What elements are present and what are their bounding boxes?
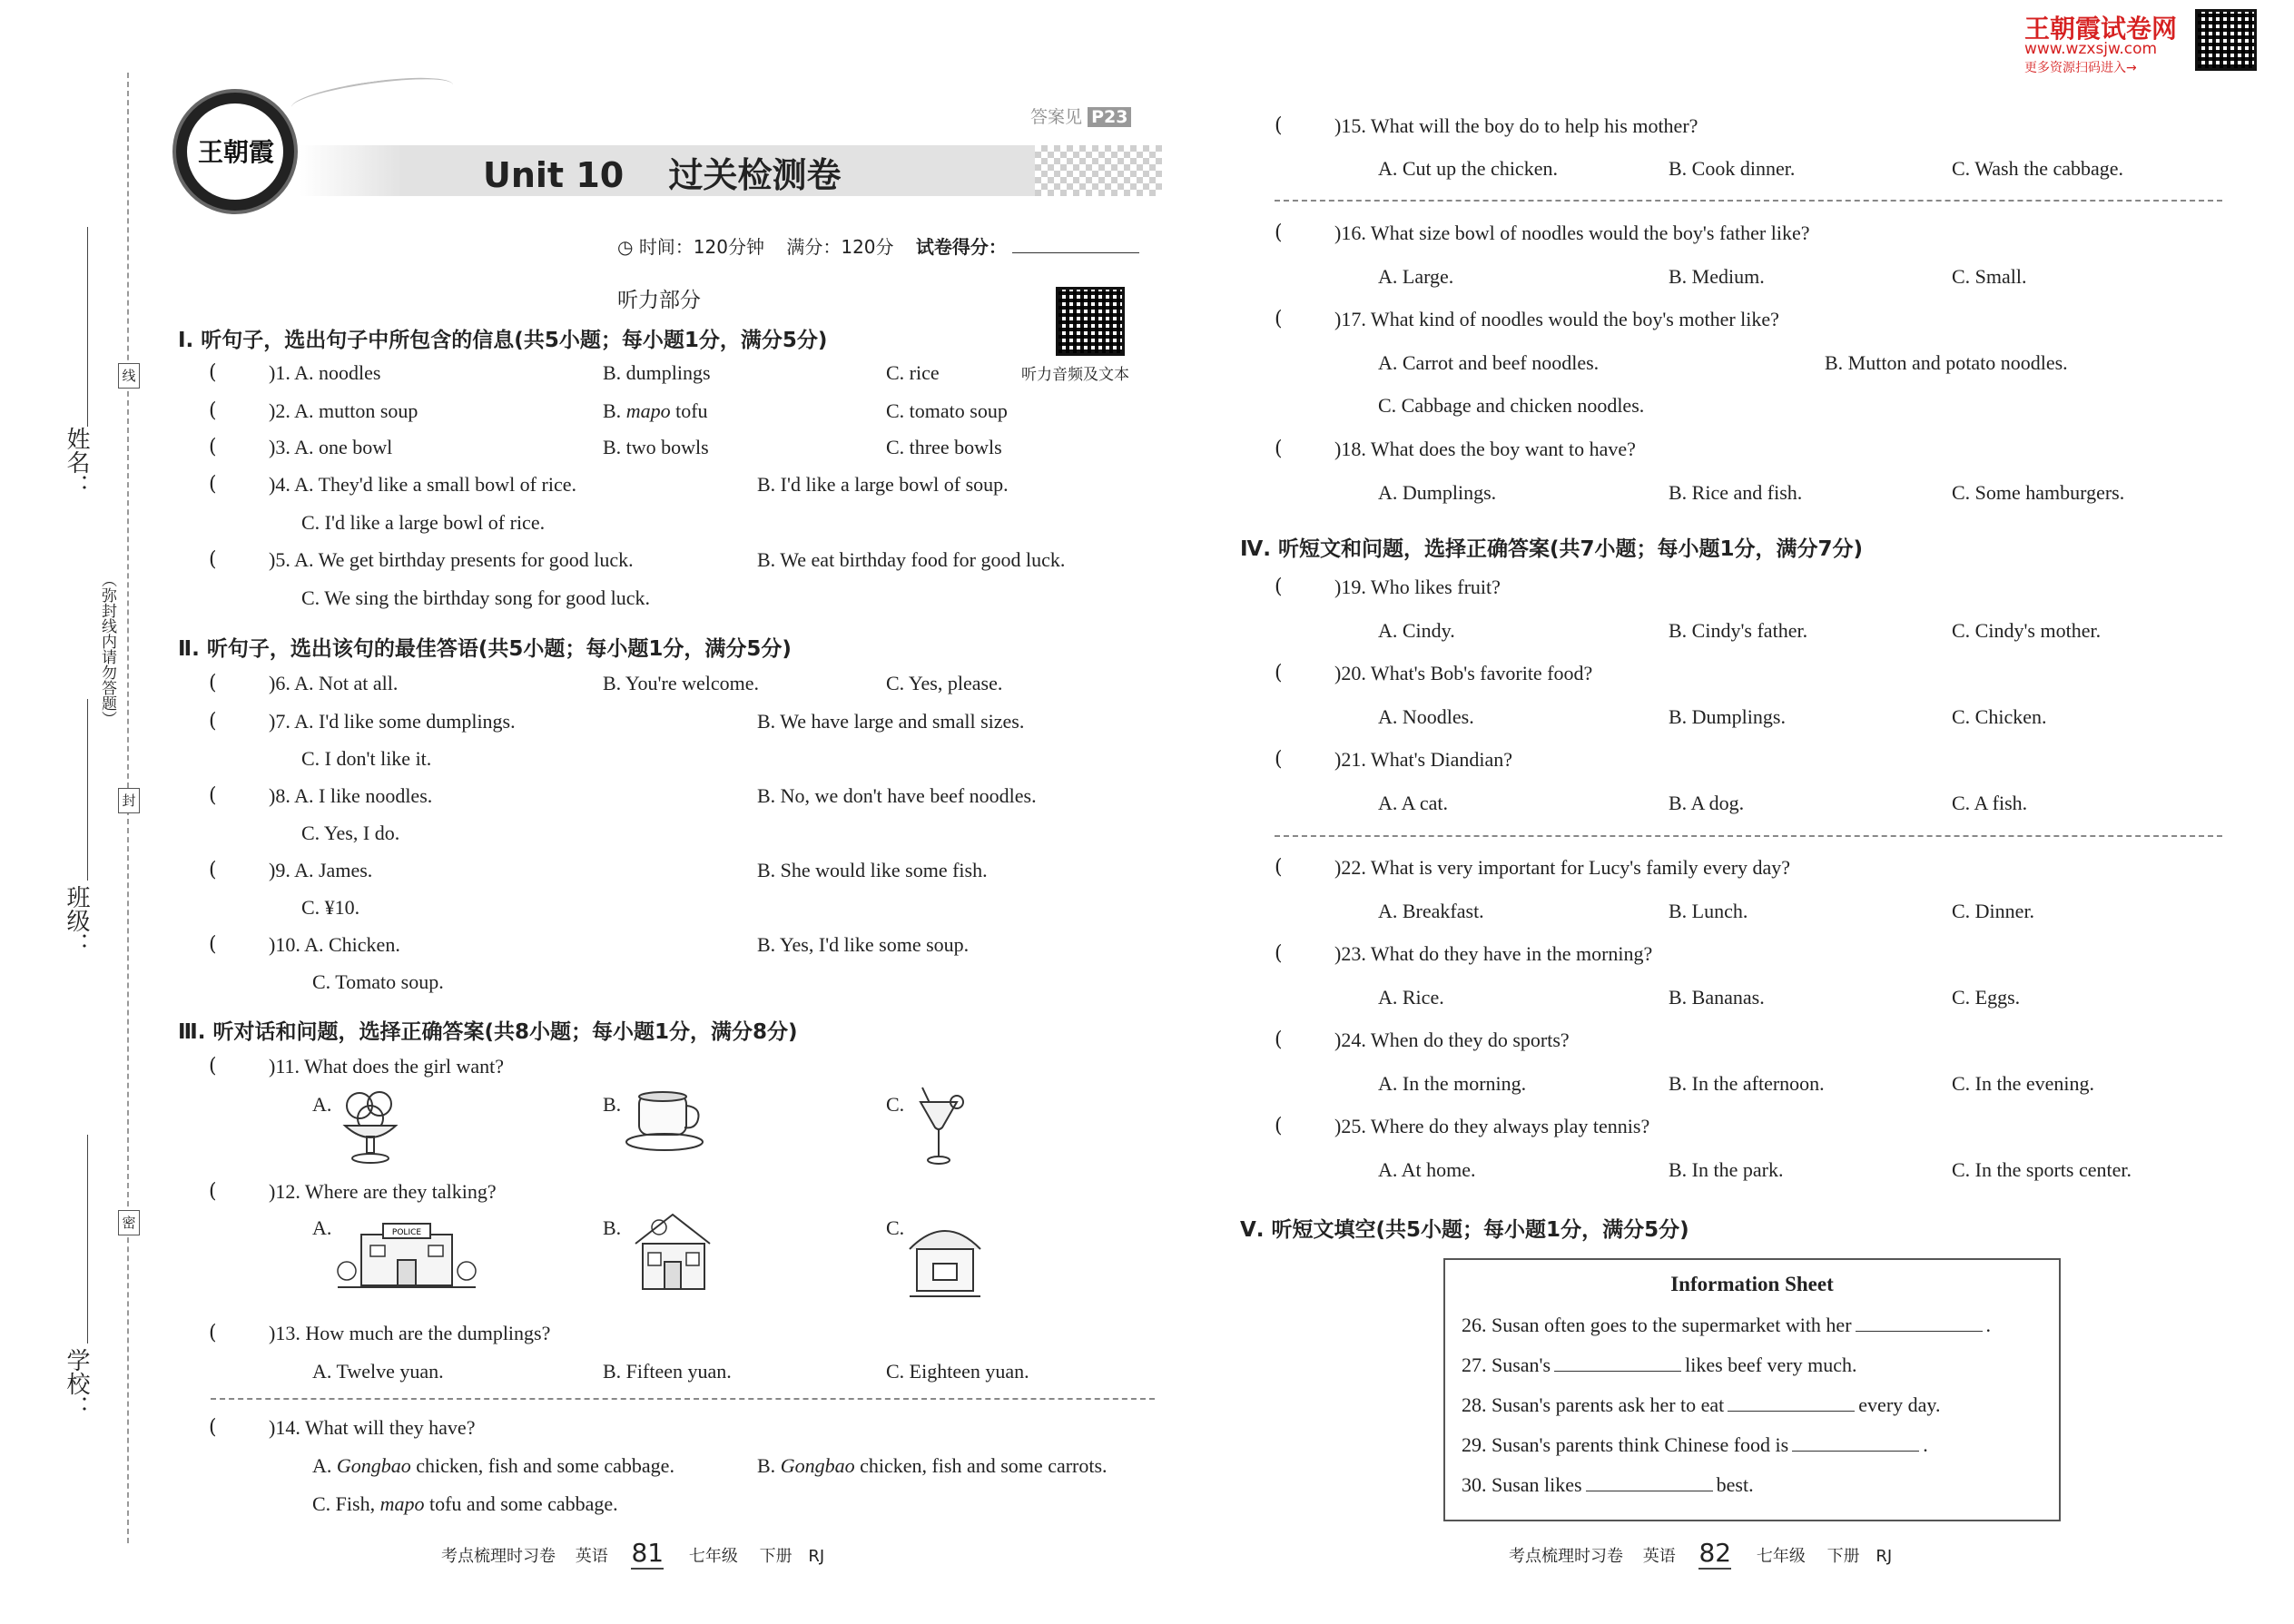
school-underline — [87, 1135, 88, 1343]
q20-stem: )20. What's Bob's favorite food? — [1334, 662, 1593, 684]
q14-stem: )14. What will they have? — [269, 1416, 476, 1439]
q22-option-c[interactable]: C. Dinner. — [1952, 900, 2035, 922]
info-28-text: 28. Susan's parents ask her to eat — [1462, 1393, 1725, 1416]
q8-option-b[interactable]: B. No, we don't have beef noodles. — [757, 784, 1037, 807]
logo-badge — [172, 89, 298, 214]
qr-code-brand[interactable] — [2195, 9, 2257, 71]
q1-option-c[interactable]: C. rice — [886, 361, 940, 384]
answer-paren[interactable]: ( — [1275, 576, 1283, 598]
q25-stem: )25. Where do they always play tennis? — [1334, 1115, 1650, 1137]
dialogue-divider — [1275, 200, 2222, 202]
section-5-title: Ⅴ. 听短文填空(共5小题；每小题1分，满分5分) — [1240, 1218, 1689, 1242]
q2-b-post: tofu — [670, 399, 708, 422]
q10-stem: )10. A. Chicken. — [269, 933, 400, 956]
q14-option-b[interactable] — [757, 1454, 1108, 1478]
answer-blank-30[interactable] — [1586, 1472, 1713, 1491]
section-2-title: Ⅱ. 听句子，选出该句的最佳答语(共5小题；每小题1分，满分5分) — [178, 637, 792, 661]
answer-blank-29[interactable] — [1792, 1432, 1919, 1452]
q16-option-a[interactable]: A. Large. — [1378, 265, 1454, 288]
answer-paren[interactable]: ( — [1275, 942, 1283, 965]
info-line-28 — [1462, 1393, 1941, 1417]
restaurant-image — [623, 1207, 723, 1298]
q24-option-b[interactable]: B. In the afternoon. — [1669, 1072, 1825, 1095]
unit-title-en: Unit 10 — [483, 155, 625, 195]
ice-cream-image — [334, 1086, 407, 1167]
brand-tagline: 更多资源扫码进入→ — [2024, 61, 2137, 75]
q10-option-b[interactable]: B. Yes, I'd like some soup. — [757, 933, 970, 956]
answer-paren[interactable]: ( — [209, 361, 217, 384]
answer-paren[interactable]: ( — [209, 933, 217, 956]
q11-option-c[interactable]: C. — [886, 1093, 905, 1116]
footer-edition: RJ — [808, 1547, 825, 1566]
right-footer — [1509, 1538, 1892, 1568]
unit-title — [483, 147, 841, 197]
q11-option-a[interactable]: A. — [312, 1093, 332, 1116]
answer-ref-label: 答案见 — [1030, 107, 1083, 127]
q12-option-a[interactable]: A. — [312, 1216, 332, 1239]
banner-checker — [1035, 145, 1162, 196]
school-label: 学校： — [63, 1348, 90, 1419]
q13-option-c[interactable]: C. Eighteen yuan. — [886, 1360, 1029, 1383]
answer-paren[interactable]: ( — [209, 1180, 217, 1203]
answer-paren[interactable]: ( — [209, 710, 217, 733]
unit-title-cn: 过关检测卷 — [668, 155, 842, 195]
name-label: 姓名： — [63, 427, 90, 497]
q5-option-c[interactable]: C. We sing the birthday song for good luck. — [301, 586, 651, 609]
q6-option-c[interactable]: C. Yes, please. — [886, 672, 1003, 694]
q14-b-post: chicken, fish and some carrots. — [854, 1454, 1108, 1477]
passage-divider — [1275, 835, 2222, 837]
q14-option-c[interactable] — [312, 1492, 618, 1516]
info-line-30 — [1462, 1472, 1754, 1497]
class-label: 班级： — [63, 885, 90, 956]
juice-glass-image — [908, 1086, 971, 1167]
q25-option-b[interactable]: B. In the park. — [1669, 1158, 1784, 1181]
info-30-end: best. — [1716, 1473, 1754, 1496]
q18-option-a[interactable]: A. Dumplings. — [1378, 481, 1497, 504]
information-sheet — [1443, 1258, 2061, 1521]
dialogue-divider — [211, 1398, 1155, 1400]
exam-info — [617, 232, 1139, 259]
answer-paren[interactable]: ( — [1275, 308, 1283, 330]
answer-paren[interactable]: ( — [1275, 114, 1283, 137]
q2-b-pre: B. — [603, 399, 626, 422]
footer-subject: 英语 — [575, 1547, 608, 1566]
footer-term: 下册 — [1826, 1547, 1860, 1566]
police-station-image — [334, 1215, 479, 1296]
brand-name[interactable]: 王朝霞试卷网 — [2024, 14, 2178, 44]
answer-paren[interactable]: ( — [209, 473, 217, 496]
q11-option-b[interactable]: B. — [603, 1093, 622, 1116]
q13-option-a[interactable]: A. Twelve yuan. — [312, 1360, 444, 1383]
q14-a-italic: Gongbao — [336, 1454, 411, 1477]
section-3-title: Ⅲ. 听对话和问题，选择正确答案(共8小题；每小题1分，满分8分) — [178, 1020, 798, 1044]
answer-paren[interactable]: ( — [1275, 856, 1283, 879]
q24-option-c[interactable]: C. In the evening. — [1952, 1072, 2095, 1095]
answer-paren[interactable]: ( — [209, 436, 217, 458]
q17-option-c[interactable]: C. Cabbage and chicken noodles. — [1378, 394, 1645, 417]
answer-paren[interactable]: ( — [1275, 1115, 1283, 1137]
q15-option-b[interactable]: B. Cook dinner. — [1669, 157, 1796, 180]
q23-option-b[interactable]: B. Bananas. — [1669, 986, 1765, 1009]
q14-b-pre: B. — [757, 1454, 781, 1477]
answer-paren[interactable]: ( — [209, 859, 217, 881]
tea-cup-image — [623, 1086, 714, 1158]
q16-stem: )16. What size bowl of noodles would the boy's father like? — [1334, 221, 1810, 244]
info-26-text: 26. Susan often goes to the supermarket with her — [1462, 1314, 1852, 1336]
listening-title: 听力部分 — [617, 289, 701, 312]
info-27-end: likes beef very much. — [1685, 1353, 1857, 1376]
section-4-title: Ⅳ. 听短文和问题，选择正确答案(共7小题；每小题1分，满分7分) — [1240, 537, 1864, 561]
answer-paren[interactable]: ( — [1275, 438, 1283, 460]
answer-paren[interactable]: ( — [209, 1416, 217, 1439]
q13-option-b[interactable]: B. Fifteen yuan. — [603, 1360, 732, 1383]
answer-paren[interactable]: ( — [209, 399, 217, 422]
answer-paren[interactable]: ( — [1275, 748, 1283, 771]
clock-icon: ◷ — [617, 236, 634, 258]
q15-option-c[interactable]: C. Wash the cabbage. — [1952, 157, 2124, 180]
q17-option-b[interactable]: B. Mutton and potato noodles. — [1825, 351, 2068, 374]
q21-option-c[interactable]: C. A fish. — [1952, 792, 2028, 814]
q9-option-b[interactable]: B. She would like some fish. — [757, 859, 988, 881]
info-29-text: 29. Susan's parents think Chinese food is — [1462, 1433, 1789, 1456]
q6-stem: )6. A. Not at all. — [269, 672, 399, 694]
q2-b-italic: mapo — [625, 399, 671, 422]
name-underline — [87, 227, 88, 427]
info-26-end: . — [1985, 1314, 1992, 1336]
section-1-title: Ⅰ. 听句子，选出句子中所包含的信息(共5小题；每小题1分，满分5分) — [178, 329, 828, 352]
footer-term: 下册 — [759, 1547, 793, 1566]
q2-option-c[interactable]: C. tomato soup — [886, 399, 1008, 422]
q12-option-b[interactable]: B. — [603, 1216, 622, 1239]
q14-a-pre: A. — [312, 1454, 337, 1477]
answer-paren[interactable]: ( — [209, 548, 217, 571]
time-label: 时间：120分钟 — [638, 236, 764, 258]
q6-option-b[interactable]: B. You're welcome. — [603, 672, 760, 694]
q3-option-c[interactable]: C. three bowls — [886, 436, 1002, 458]
q23-option-a[interactable]: A. Rice. — [1378, 986, 1444, 1009]
q7-stem: )7. A. I'd like some dumplings. — [269, 710, 516, 733]
q22-option-b[interactable]: B. Lunch. — [1669, 900, 1748, 922]
q16-option-b[interactable]: B. Medium. — [1669, 265, 1765, 288]
q23-stem: )23. What do they have in the morning? — [1334, 942, 1653, 965]
q14-c-post: tofu and some cabbage. — [424, 1492, 618, 1515]
qr-code-audio[interactable] — [1056, 287, 1125, 356]
q8-stem: )8. A. I like noodles. — [269, 784, 433, 807]
q1-option-b[interactable]: B. dumplings — [603, 361, 711, 384]
answer-paren[interactable]: ( — [209, 1322, 217, 1344]
q1-stem: )1. A. noodles — [269, 361, 381, 384]
info-line-26 — [1462, 1313, 1991, 1337]
q8-option-c[interactable]: C. Yes, I do. — [301, 822, 400, 844]
seal-mark-line: 线 — [118, 363, 140, 389]
seal-mark-secret: 密 — [118, 1210, 140, 1235]
q12-stem: )12. Where are they talking? — [269, 1180, 497, 1203]
footer-edition: RJ — [1876, 1547, 1893, 1566]
answer-paren[interactable]: ( — [1275, 662, 1283, 684]
q21-stem: )21. What's Diandian? — [1334, 748, 1513, 771]
q14-option-a[interactable] — [312, 1454, 674, 1478]
q4-option-c[interactable]: C. I'd like a large bowl of rice. — [301, 511, 546, 534]
answer-blank-26[interactable] — [1856, 1313, 1983, 1332]
q24-option-a[interactable]: A. In the morning. — [1378, 1072, 1527, 1095]
answer-reference — [1030, 103, 1131, 128]
q3-stem: )3. A. one bowl — [269, 436, 393, 458]
q16-option-c[interactable]: C. Small. — [1952, 265, 2027, 288]
q17-stem: )17. What kind of noodles would the boy's mother like? — [1334, 308, 1779, 330]
q9-stem: )9. A. James. — [269, 859, 373, 881]
footer-grade: 七年级 — [1756, 1547, 1806, 1566]
class-underline — [87, 699, 88, 881]
q21-option-a[interactable]: A. A cat. — [1378, 792, 1448, 814]
q7-option-b[interactable]: B. We have large and small sizes. — [757, 710, 1025, 733]
footer-page-number: 82 — [1698, 1538, 1732, 1568]
q25-option-a[interactable]: A. At home. — [1378, 1158, 1476, 1181]
police-sign: POLICE — [391, 1228, 422, 1237]
answer-paren[interactable]: ( — [209, 1055, 217, 1078]
footer-series: 考点梳理时习卷 — [1509, 1547, 1623, 1566]
seal-mark-seal: 封 — [118, 788, 140, 813]
paper-score-blank[interactable] — [1012, 236, 1139, 253]
q10-option-c[interactable]: C. Tomato soup. — [312, 970, 444, 993]
answer-blank-27[interactable] — [1554, 1353, 1681, 1372]
q22-stem: )22. What is very important for Lucy's family every day? — [1334, 856, 1791, 879]
info-sheet-title: Information Sheet — [1670, 1273, 1834, 1295]
q4-stem: )4. A. They'd like a small bowl of rice. — [269, 473, 576, 496]
answer-paren[interactable]: ( — [209, 672, 217, 694]
q11-stem: )11. What does the girl want? — [269, 1055, 505, 1078]
q9-option-c[interactable]: C. ¥10. — [301, 896, 360, 919]
q20-option-a[interactable]: A. Noodles. — [1378, 705, 1474, 728]
q7-option-c[interactable]: C. I don't like it. — [301, 747, 432, 770]
q24-stem: )24. When do they do sports? — [1334, 1029, 1570, 1051]
q20-option-c[interactable]: C. Chicken. — [1952, 705, 2047, 728]
info-line-29 — [1462, 1432, 1928, 1457]
q18-stem: )18. What does the boy want to have? — [1334, 438, 1636, 460]
qr-caption: 听力音频及文本 — [1021, 366, 1129, 384]
farmhouse-image — [904, 1213, 986, 1304]
q5-option-b[interactable]: B. We eat birthday food for good luck. — [757, 548, 1066, 571]
brand-url[interactable]: www.wzxsjw.com — [2024, 40, 2158, 58]
footer-page-number: 81 — [631, 1538, 665, 1568]
answer-blank-28[interactable] — [1728, 1393, 1855, 1412]
q19-option-b[interactable]: B. Cindy's father. — [1669, 619, 1808, 642]
q15-option-a[interactable]: A. Cut up the chicken. — [1378, 157, 1558, 180]
q14-c-pre: C. Fish, — [312, 1492, 380, 1515]
q4-option-b[interactable]: B. I'd like a large bowl of soup. — [757, 473, 1009, 496]
footer-subject: 英语 — [1642, 1547, 1676, 1566]
q14-b-italic: Gongbao — [780, 1454, 855, 1477]
q21-option-b[interactable]: B. A dog. — [1669, 792, 1745, 814]
q14-a-post: chicken, fish and some cabbage. — [410, 1454, 674, 1477]
info-27-text: 27. Susan's — [1462, 1353, 1551, 1376]
score-label: 满分：120分 — [786, 236, 894, 258]
q19-stem: )19. Who likes fruit? — [1334, 576, 1501, 598]
info-29-end: . — [1923, 1433, 1928, 1456]
footer-series: 考点梳理时习卷 — [441, 1547, 556, 1566]
answer-paren[interactable]: ( — [1275, 221, 1283, 244]
q2-option-b[interactable] — [603, 399, 708, 423]
seal-note: （弥封线内请勿答题） — [98, 572, 116, 726]
info-30-text: 30. Susan likes — [1462, 1473, 1582, 1496]
q19-option-c[interactable]: C. Cindy's mother. — [1952, 619, 2102, 642]
q17-option-a[interactable]: A. Carrot and beef noodles. — [1378, 351, 1600, 374]
q3-option-b[interactable]: B. two bowls — [603, 436, 709, 458]
logo-ribbon — [290, 71, 456, 123]
q18-option-c[interactable]: C. Some hamburgers. — [1952, 481, 2125, 504]
q2-stem: )2. A. mutton soup — [269, 399, 418, 422]
answer-paren[interactable]: ( — [209, 784, 217, 807]
q14-c-italic: mapo — [379, 1492, 425, 1515]
footer-grade: 七年级 — [688, 1547, 738, 1566]
q15-stem: )15. What will the boy do to help his mother? — [1334, 114, 1698, 137]
logo-text: 王朝霞 — [197, 137, 274, 167]
q23-option-c[interactable]: C. Eggs. — [1952, 986, 2021, 1009]
q18-option-b[interactable]: B. Rice and fish. — [1669, 481, 1803, 504]
q13-stem: )13. How much are the dumplings? — [269, 1322, 551, 1344]
paper-score-label: 试卷得分： — [915, 236, 1007, 258]
q22-option-a[interactable]: A. Breakfast. — [1378, 900, 1484, 922]
left-footer — [441, 1538, 824, 1568]
q19-option-a[interactable]: A. Cindy. — [1378, 619, 1455, 642]
q20-option-b[interactable]: B. Dumplings. — [1669, 705, 1786, 728]
info-28-end: every day. — [1858, 1393, 1941, 1416]
q5-stem: )5. A. We get birthday presents for good luck. — [269, 548, 634, 571]
info-line-27 — [1462, 1353, 1856, 1377]
answer-ref-page: P23 — [1088, 107, 1131, 127]
answer-paren[interactable]: ( — [1275, 1029, 1283, 1051]
q25-option-c[interactable]: C. In the sports center. — [1952, 1158, 2132, 1181]
q12-option-c[interactable]: C. — [886, 1216, 905, 1239]
